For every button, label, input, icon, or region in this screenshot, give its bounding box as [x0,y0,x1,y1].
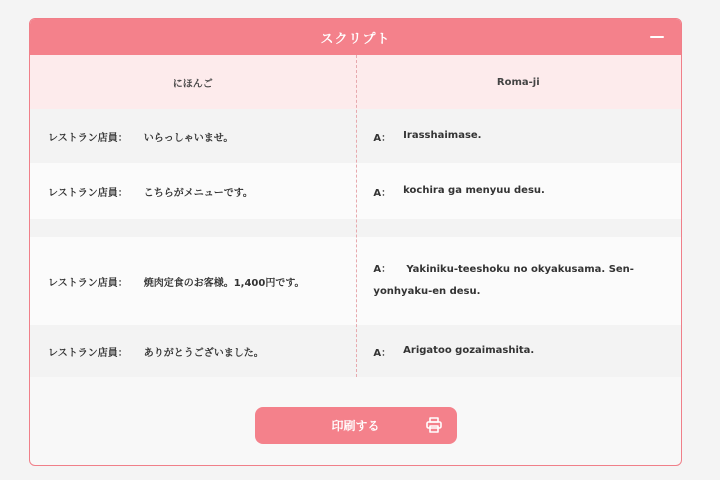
panel-header [30,19,681,55]
romaji-cell [355,109,681,163]
japanese-cell [30,163,355,219]
romaji-cell [355,325,681,377]
japanese-cell [30,109,355,163]
japanese-line: こちらがメニューです。 [143,187,253,199]
romaji-line: Arigatoo gozaimashita. [403,345,535,356]
collapse-button[interactable] [649,31,665,43]
japanese-line: ありがとうございました。 [143,347,264,359]
romaji-line: kochira ga menyuu desu. [403,185,545,196]
romaji-speaker-label: A： [373,264,392,275]
print-area [30,407,681,444]
japanese-cell [30,325,355,377]
japanese-line: 焼肉定食のお客様。1,400円です。 [143,277,305,289]
panel-title: スクリプト [320,31,391,47]
japanese-line: いらっしゃいませ。 [143,132,234,144]
romaji-speaker-label: A： [373,132,392,144]
printer-icon [425,416,443,434]
romaji-speaker-label: A： [373,347,392,359]
script-panel [29,18,682,466]
romaji-line: Yakiniku-teeshoku no okyakusama. Sen-yonhyaku-en desu. [373,264,634,297]
romaji-line: Irasshaimase. [403,130,482,141]
column-divider [356,55,357,377]
japanese-cell [30,237,355,325]
minus-icon [650,36,664,39]
speaker-label: レストラン店員： [48,132,128,144]
japanese-cell [30,219,355,237]
column-header-romaji: Roma-ji [496,76,540,88]
speaker-label: レストラン店員： [48,187,128,199]
speaker-label: レストラン店員： [48,347,128,359]
romaji-speaker-label: A： [373,187,392,199]
script-table [30,55,681,377]
romaji-cell [355,237,681,325]
speaker-label: レストラン店員： [48,277,128,289]
column-header-japanese: にほんご [172,78,213,90]
romaji-cell [355,219,681,237]
print-button-label: 印刷する [331,419,380,433]
romaji-cell [355,163,681,219]
print-button[interactable] [255,407,457,444]
